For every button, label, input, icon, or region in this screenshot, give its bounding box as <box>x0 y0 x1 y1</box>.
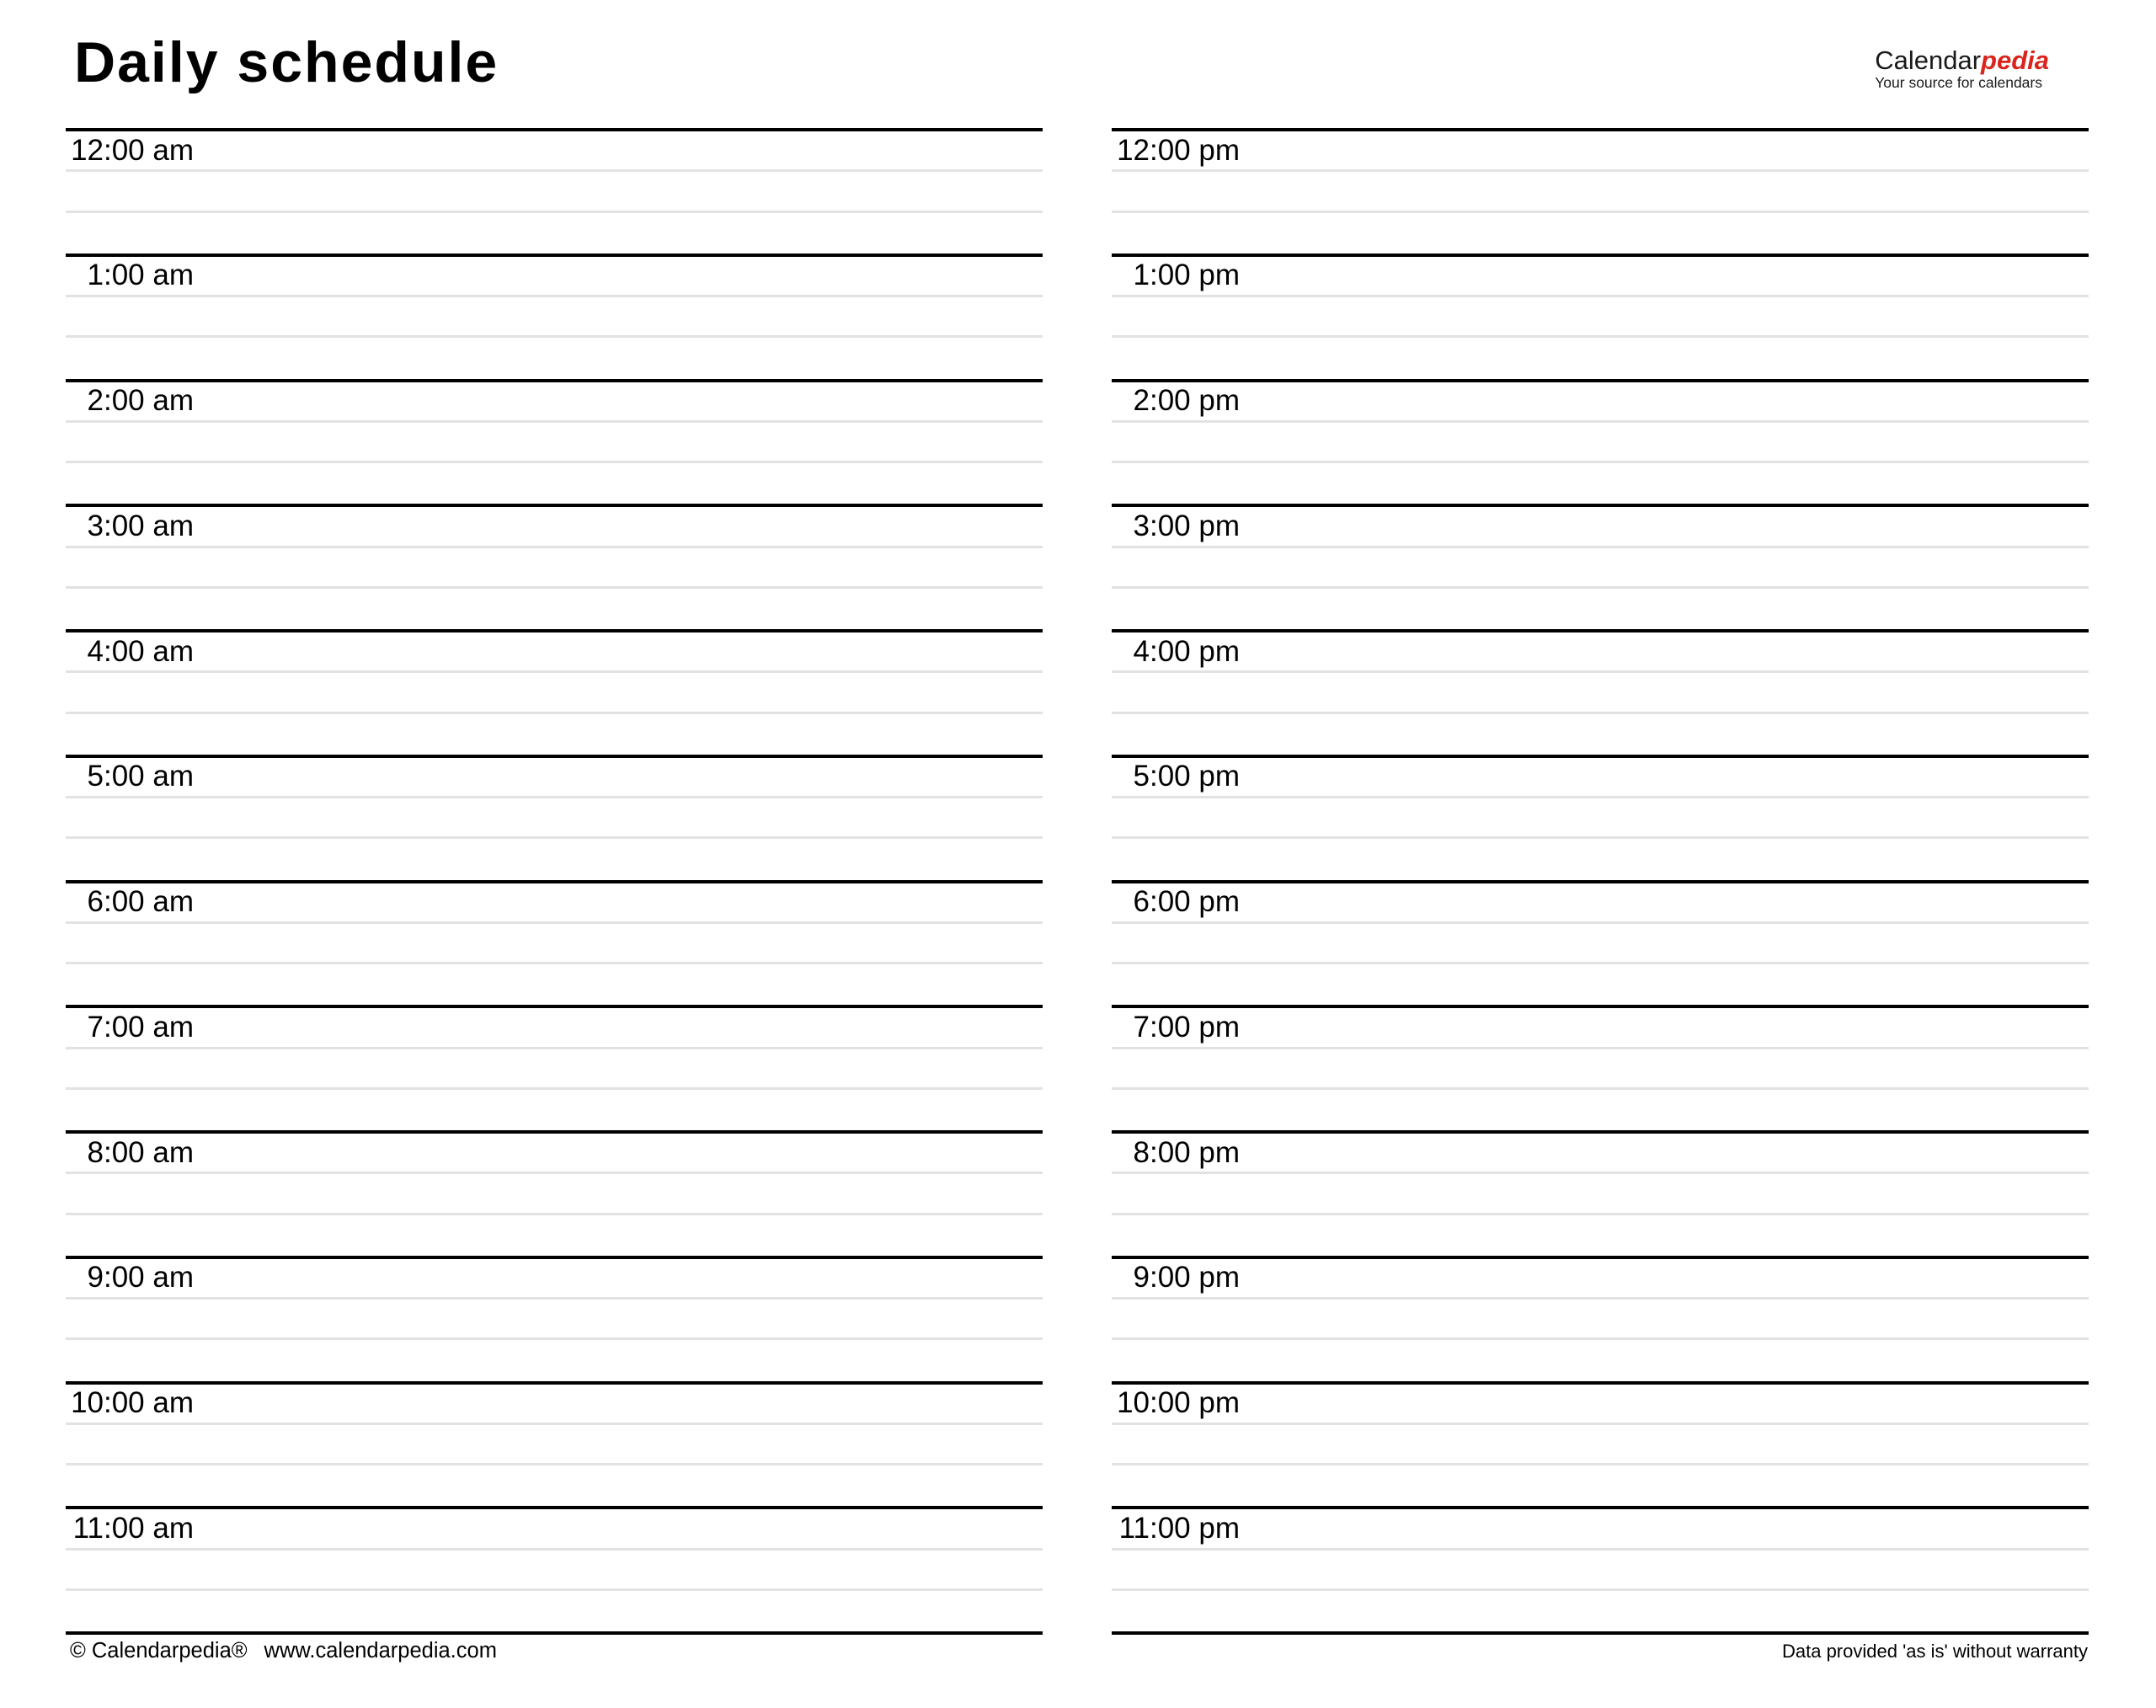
writing-line <box>66 1425 1043 1465</box>
writing-line <box>1112 213 2089 254</box>
writing-line <box>1112 1425 2089 1465</box>
hour-block <box>1112 128 2089 254</box>
writing-line <box>66 1049 1043 1090</box>
time-label: 7:00 am <box>87 1010 194 1043</box>
hour-block <box>1112 1256 2089 1381</box>
hour-block <box>66 1381 1043 1507</box>
hour-label-row <box>66 632 1043 673</box>
time-label: 12:00 am <box>71 133 194 167</box>
time-label: 11:00 pm <box>1118 1511 1240 1545</box>
writing-line <box>66 1090 1043 1130</box>
writing-line <box>1112 172 2089 212</box>
hour-block <box>66 629 1043 755</box>
writing-line <box>1112 423 2089 463</box>
writing-line <box>66 798 1043 839</box>
writing-line <box>1112 714 2089 755</box>
hour-block <box>66 755 1043 880</box>
writing-line <box>1112 1300 2089 1340</box>
hour-label-row <box>66 1385 1043 1425</box>
writing-line <box>66 297 1043 338</box>
writing-line <box>66 964 1043 1005</box>
hour-label-row <box>1112 257 2089 297</box>
time-label: 4:00 am <box>87 634 194 668</box>
time-label: 10:00 am <box>71 1386 194 1420</box>
hour-label-row <box>66 1134 1043 1174</box>
copyright-text: © Calendarpedia® <box>70 1639 248 1663</box>
hour-label-row <box>1112 131 2089 172</box>
writing-line <box>66 839 1043 879</box>
hour-label-row <box>1112 1134 2089 1174</box>
writing-line <box>66 1215 1043 1256</box>
writing-line <box>1112 1174 2089 1214</box>
logo-brand <box>1875 47 2049 74</box>
hour-label-row <box>1112 382 2089 423</box>
hour-block <box>66 1005 1043 1130</box>
writing-line <box>1112 924 2089 964</box>
schedule-column-pm <box>1112 128 2089 1635</box>
writing-line <box>66 1465 1043 1506</box>
time-label: 8:00 am <box>87 1135 194 1169</box>
hour-block <box>1112 1381 2089 1507</box>
hour-block <box>1112 755 2089 880</box>
time-label: 9:00 am <box>87 1261 194 1294</box>
time-label: 4:00 pm <box>1133 634 1240 668</box>
writing-line <box>66 172 1043 212</box>
writing-line <box>1112 589 2089 629</box>
writing-line <box>1112 1090 2089 1130</box>
hour-block <box>66 1506 1043 1631</box>
time-label: 12:00 pm <box>1117 133 1240 167</box>
time-label: 6:00 am <box>87 885 194 919</box>
writing-line <box>66 1591 1043 1631</box>
time-label: 3:00 pm <box>1133 509 1240 542</box>
hour-label-row <box>66 507 1043 547</box>
time-label: 8:00 pm <box>1133 1135 1240 1169</box>
calendarpedia-logo <box>1875 47 2049 91</box>
time-label: 11:00 am <box>72 1511 194 1545</box>
hour-block <box>1112 1005 2089 1130</box>
time-label: 1:00 pm <box>1133 259 1240 292</box>
hour-block <box>1112 629 2089 755</box>
hour-block <box>1112 1130 2089 1256</box>
writing-line <box>66 589 1043 629</box>
hour-block <box>66 128 1043 254</box>
time-label: 5:00 pm <box>1133 760 1240 793</box>
website-link[interactable]: www.calendarpedia.com <box>264 1639 497 1663</box>
hour-label-row <box>1112 1259 2089 1300</box>
time-label: 7:00 pm <box>1133 1010 1240 1043</box>
writing-line <box>66 1551 1043 1591</box>
footer <box>66 1635 2088 1663</box>
hour-label-row <box>66 758 1043 798</box>
writing-line <box>66 423 1043 463</box>
logo-brand-black: Calendar <box>1875 45 1982 75</box>
hour-label-row <box>66 257 1043 297</box>
hour-block <box>66 880 1043 1006</box>
writing-line <box>1112 1215 2089 1256</box>
hour-label-row <box>1112 758 2089 798</box>
writing-line <box>66 673 1043 713</box>
header <box>66 0 2088 128</box>
writing-line <box>66 714 1043 755</box>
writing-line <box>1112 463 2089 504</box>
schedule-column-am <box>66 128 1043 1635</box>
time-label: 2:00 pm <box>1133 384 1240 418</box>
hour-block <box>66 1130 1043 1256</box>
writing-line <box>1112 798 2089 839</box>
time-label: 6:00 pm <box>1133 885 1240 919</box>
time-label: 10:00 pm <box>1117 1386 1240 1420</box>
writing-line <box>1112 548 2089 589</box>
hour-label-row <box>1112 507 2089 547</box>
writing-line <box>1112 1465 2089 1506</box>
writing-line <box>1112 1049 2089 1090</box>
hour-label-row <box>1112 883 2089 924</box>
writing-line <box>1112 673 2089 713</box>
hour-label-row <box>1112 1509 2089 1550</box>
hour-label-row <box>66 1008 1043 1049</box>
hour-label-row <box>1112 632 2089 673</box>
writing-line <box>66 924 1043 964</box>
hour-block <box>66 254 1043 379</box>
writing-line <box>66 213 1043 254</box>
writing-line <box>1112 1591 2089 1631</box>
disclaimer-text: Data provided 'as is' without warranty <box>1781 1641 2088 1662</box>
writing-line <box>66 1174 1043 1214</box>
hour-block <box>1112 254 2089 379</box>
page-title: Daily schedule <box>74 30 499 94</box>
hour-block <box>66 1256 1043 1381</box>
hour-label-row <box>66 1509 1043 1550</box>
time-label: 5:00 am <box>87 760 194 793</box>
hour-block <box>1112 504 2089 629</box>
hour-block <box>1112 1506 2089 1631</box>
hour-label-row <box>66 131 1043 172</box>
logo-brand-red: pedia <box>1981 45 2049 75</box>
writing-line <box>1112 1340 2089 1380</box>
writing-line <box>66 1300 1043 1340</box>
hour-block <box>1112 379 2089 504</box>
time-label: 2:00 am <box>87 384 194 418</box>
writing-line <box>1112 338 2089 378</box>
schedule-grid <box>66 128 2089 1635</box>
writing-line <box>66 548 1043 589</box>
hour-block <box>66 379 1043 504</box>
logo-tagline: Your source for calendars <box>1875 74 2042 91</box>
writing-line <box>66 463 1043 504</box>
writing-line <box>1112 839 2089 879</box>
hour-label-row <box>66 382 1043 423</box>
writing-line <box>66 1340 1043 1380</box>
writing-line <box>1112 1551 2089 1591</box>
hour-label-row <box>1112 1008 2089 1049</box>
footer-left <box>66 1635 1043 1663</box>
writing-line <box>1112 297 2089 338</box>
writing-line <box>1112 964 2089 1005</box>
hour-label-row <box>66 883 1043 924</box>
hour-block <box>66 504 1043 629</box>
time-label: 9:00 pm <box>1133 1261 1240 1294</box>
time-label: 3:00 am <box>87 509 194 542</box>
time-label: 1:00 am <box>87 259 194 292</box>
writing-line <box>66 338 1043 378</box>
hour-label-row <box>66 1259 1043 1300</box>
hour-label-row <box>1112 1385 2089 1425</box>
hour-block <box>1112 880 2089 1006</box>
